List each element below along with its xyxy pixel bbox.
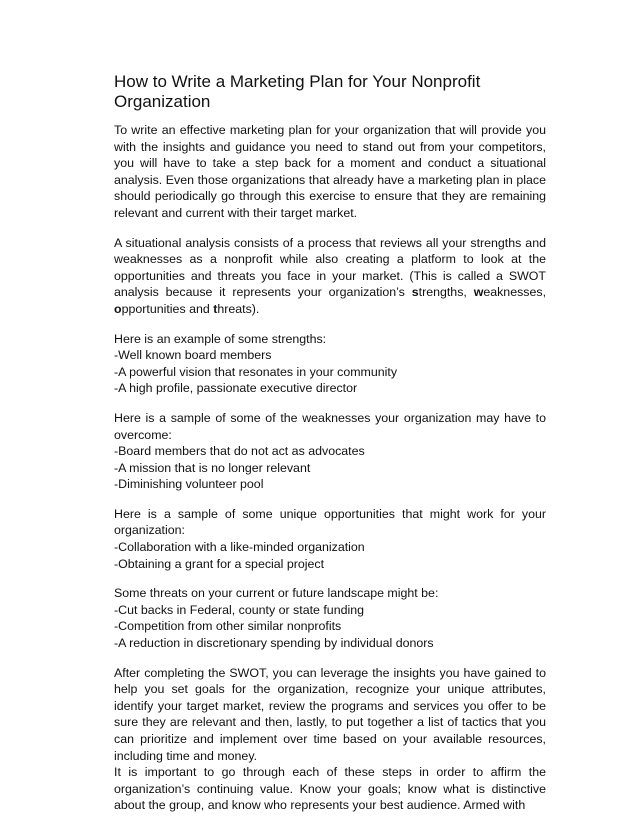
after-swot-paragraph: After completing the SWOT, you can leverage the insights you have gained to help you set goals for the organization, recognize your unique attributes, identify your target market, review the programs and services you offer to be sure they are relevant and then, lastly, to put together a list of tactics that you can prioritize and implement over time based on your available resources, including time and money. bbox=[114, 665, 546, 763]
opportunities-intro: Here is a sample of some unique opportunities that might work for your organization: bbox=[114, 506, 546, 538]
list-item: -Cut backs in Federal, county or state funding bbox=[114, 602, 365, 617]
threats-section bbox=[114, 585, 546, 651]
list-item: -A powerful vision that resonates in your community bbox=[114, 364, 398, 379]
list-item: -Obtaining a grant for a special project bbox=[114, 556, 325, 571]
swot-t-letter: t bbox=[213, 301, 218, 316]
list-item: -Collaboration with a like-minded organization bbox=[114, 540, 365, 555]
swot-o-letter: o bbox=[114, 301, 122, 316]
strengths-section bbox=[114, 331, 546, 397]
list-item: -Diminishing volunteer pool bbox=[114, 477, 264, 492]
strengths-intro: Here is an example of some strengths: bbox=[114, 331, 327, 346]
document-page bbox=[114, 72, 546, 814]
threats-intro: Some threats on your current or future landscape might be: bbox=[114, 586, 439, 601]
list-item: -Competition from other similar nonprofits bbox=[114, 619, 342, 634]
intro-paragraph: To write an effective marketing plan for your organization that will provide you with the insights and guidance you need to stand out from your competitors, you will have to take a step back for a moment and conduct a situational analysis. Even those organizations that already have a marketing plan in place should periodically go through this exercise to ensure that they are remaining relevant and current with their target market. bbox=[114, 123, 546, 220]
swot-t-rest: hreats). bbox=[217, 301, 260, 316]
swot-o-rest: pportunities and bbox=[121, 301, 214, 316]
list-item: -A high profile, passionate executive director bbox=[114, 381, 358, 396]
swot-s-rest: trengths, bbox=[418, 285, 474, 300]
swot-s-letter: s bbox=[411, 285, 419, 300]
list-item: -Well known board members bbox=[114, 348, 272, 363]
list-item: -Board members that do not act as advocates bbox=[114, 444, 365, 459]
swot-lead: A situational analysis consists of a process that reviews all your strengths and weaknesses as a nonprofit while also creating a platform to look at the opportunities and threats you face in your market. (This is called a SWOT analysis because it represents your organization’s bbox=[114, 235, 546, 300]
page-title: How to Write a Marketing Plan for Your Nonprofit Organization bbox=[114, 72, 481, 111]
swot-w-letter: w bbox=[473, 285, 484, 300]
list-item: -A mission that is no longer relevant bbox=[114, 460, 311, 475]
final-paragraph: It is important to go through each of these steps in order to affirm the organization’s continuing value. Know your goals; know what is distinctive about the group, and know who represents your best audience. Armed with bbox=[114, 765, 546, 813]
opportunities-section bbox=[114, 506, 546, 572]
swot-paragraph bbox=[114, 235, 546, 318]
list-item: -A reduction in discretionary spending by individual donors bbox=[114, 636, 434, 651]
weaknesses-section bbox=[114, 410, 546, 493]
weaknesses-intro: Here is a sample of some of the weaknesses your organization may have to overcome: bbox=[114, 410, 546, 442]
swot-w-rest: eaknesses, bbox=[483, 285, 547, 300]
